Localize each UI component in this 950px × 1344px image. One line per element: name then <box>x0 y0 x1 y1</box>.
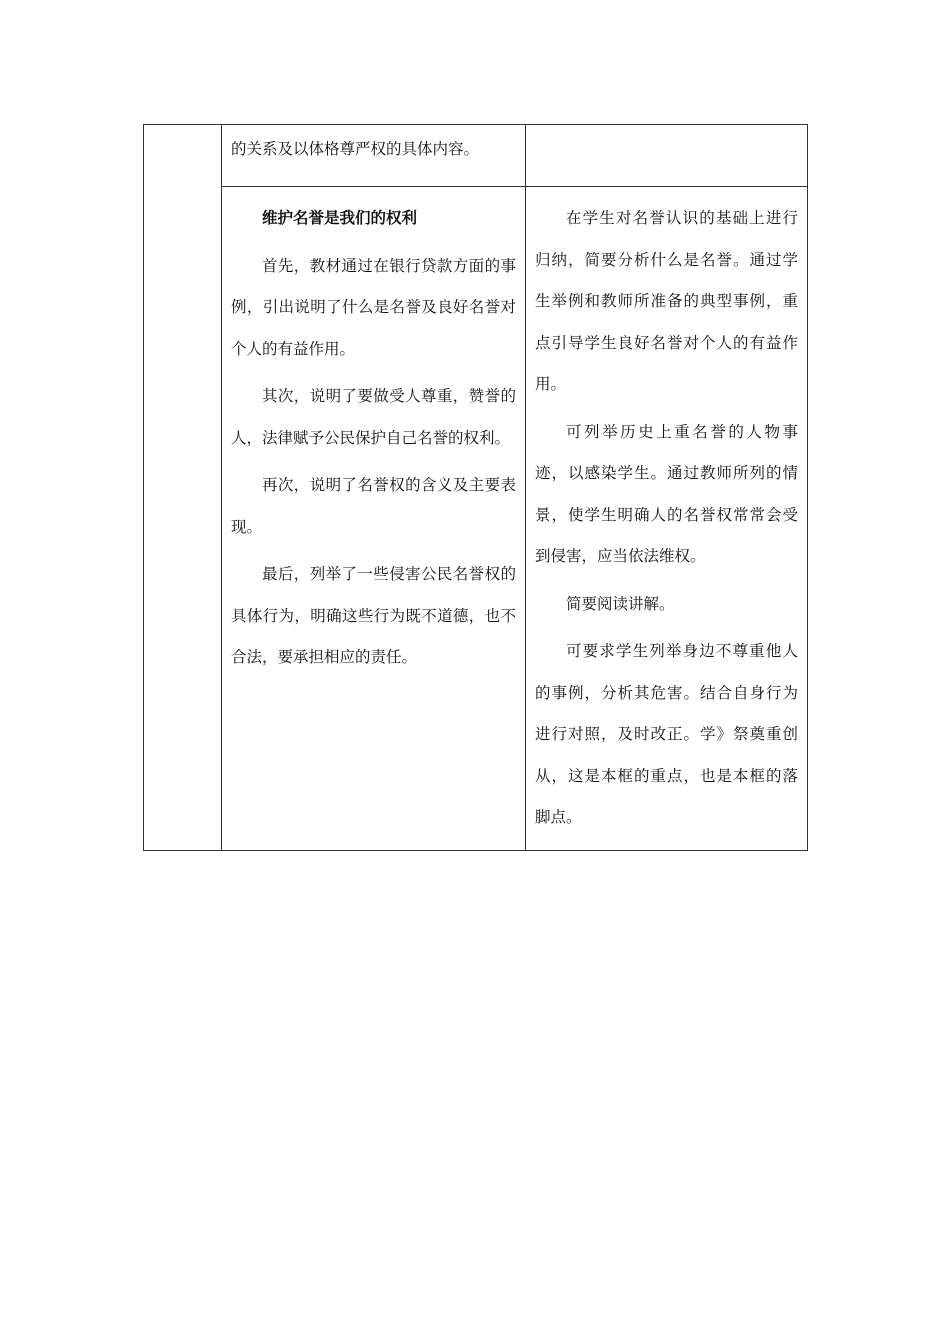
content-cell <box>222 187 526 851</box>
lesson-plan-table <box>143 124 808 851</box>
section-heading: 维护名誉是我们的权利 <box>262 209 418 227</box>
method-cell-top <box>526 125 808 187</box>
content-paragraph: 其次，说明了要做受人尊重，赞誉的人，法律赋予公民保护自己名誉的权利。 <box>231 387 516 447</box>
method-text-top <box>526 125 807 136</box>
content-paragraph: 再次，说明了名誉权的含义及主要表现。 <box>231 476 516 536</box>
left-empty-cell <box>144 125 222 851</box>
content-cell-top <box>222 125 526 187</box>
method-paragraph: 在学生对名誉认识的基础上进行归纳，简要分析什么是名誉。通过学生举例和教师所准备的典型事例，重点引导学生良好名誉对个人的有益作用。 <box>535 209 798 393</box>
content-text-top: 的关系及以体格尊严权的具体内容。 <box>231 140 480 158</box>
table-row <box>144 125 808 187</box>
table-row <box>144 187 808 851</box>
method-paragraph: 可列举历史上重名誉的人物事迹，以感染学生。通过教师所列的情景，使学生明确人的名誉权常常会受到侵害，应当依法维权。 <box>535 422 798 565</box>
method-paragraph: 简要阅读讲解。 <box>566 594 675 613</box>
content-paragraph: 首先，教材通过在银行贷款方面的事例，引出说明了什么是名誉及良好名誉对个人的有益作用。 <box>231 256 516 358</box>
content-paragraph: 最后，列举了一些侵害公民名誉权的具体行为，明确这些行为既不道德，也不合法，要承担相应的责任。 <box>231 565 516 666</box>
method-cell <box>526 187 808 851</box>
method-paragraph: 可要求学生列举身边不尊重他人的事例，分析其危害。结合自身行为进行对照，及时改正。学》祭奠重创从，这是本框的重点，也是本框的落脚点。 <box>535 642 798 826</box>
